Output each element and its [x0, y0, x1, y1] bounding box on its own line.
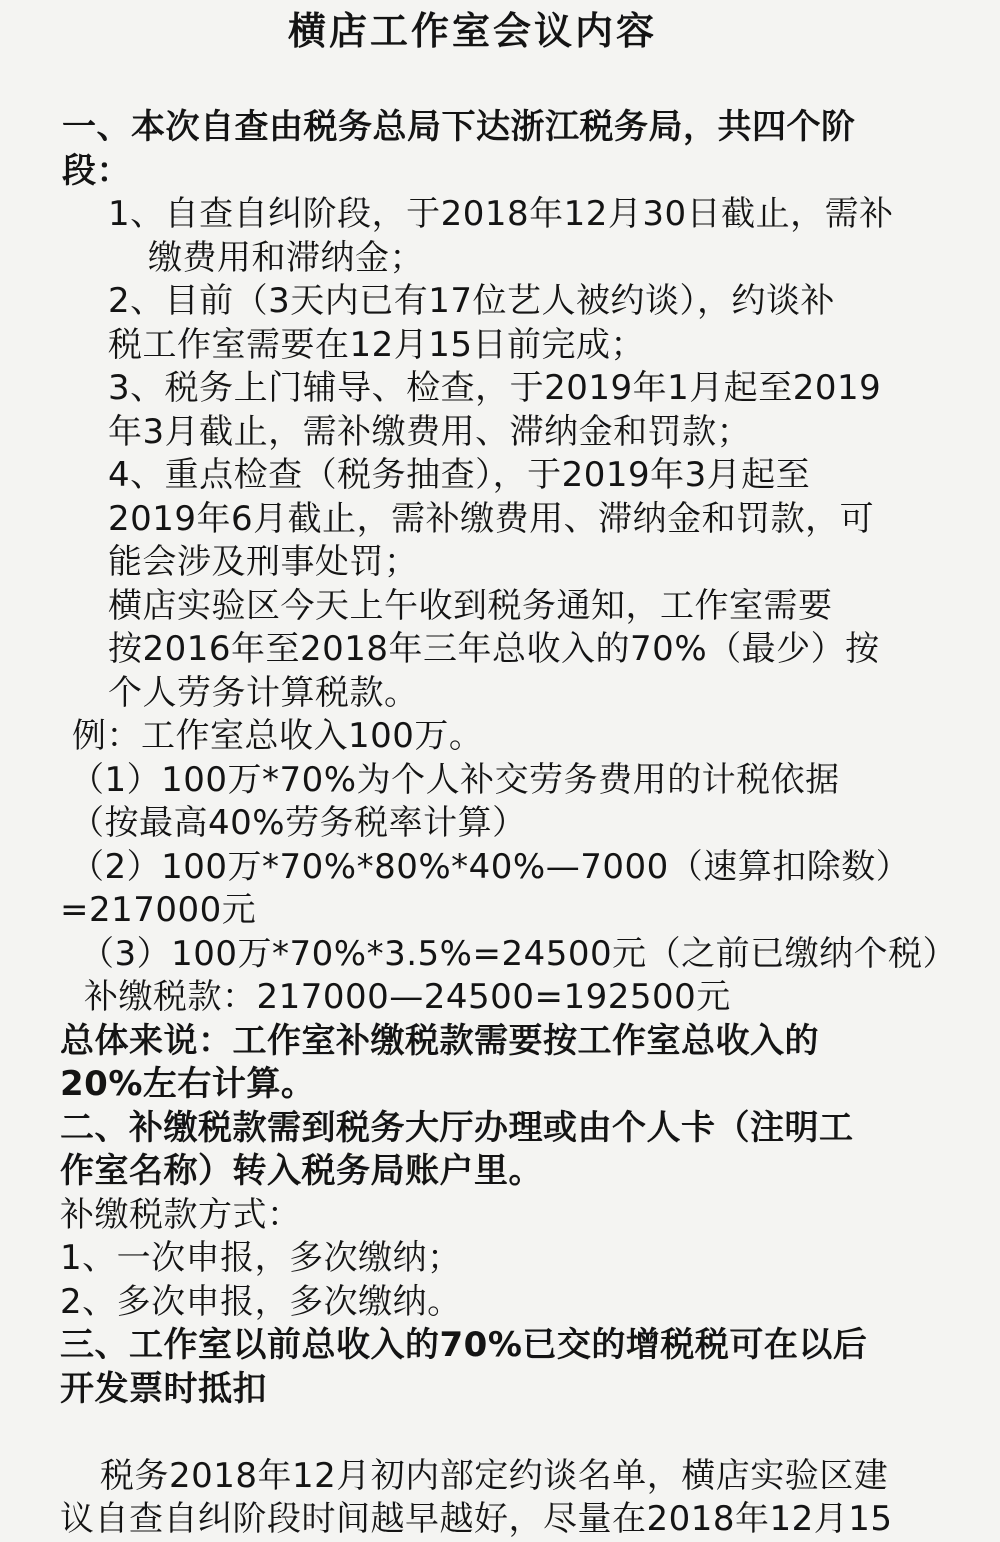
calc2-line1: （2）100万*70%*80%*40%—7000（速算扣除数）	[70, 847, 911, 887]
section1-heading-line2: 段：	[62, 151, 131, 191]
stage3-line2: 年3月截止，需补缴费用、滞纳金和罚款；	[108, 412, 752, 452]
stage4-line2: 2019年6月截止，需补缴费用、滞纳金和罚款，可	[108, 499, 875, 539]
method-item-2: 2、多次申报，多次缴纳。	[60, 1282, 462, 1322]
supplement-line: 补缴税款：217000—24500=192500元	[84, 977, 731, 1017]
example-line: 例：工作室总收入100万。	[72, 716, 484, 756]
section2-heading-line1: 二、补缴税款需到税务大厅办理或由个人卡（注明工	[60, 1108, 854, 1148]
stage2-line1: 2、目前（3天内已有17位艺人被约谈），约谈补	[108, 281, 836, 321]
summary-line1: 总体来说：工作室补缴税款需要按工作室总收入的	[60, 1021, 819, 1061]
stage1-line2: 缴费用和滞纳金；	[148, 238, 424, 278]
methods-title: 补缴税款方式：	[60, 1195, 302, 1235]
method-item-1: 1、一次申报，多次缴纳；	[60, 1238, 462, 1278]
stage4-line1: 4、重点检查（税务抽查），于2019年3月起至	[108, 455, 811, 495]
notice-line3: 个人劳务计算税款。	[108, 673, 419, 713]
closing-line1: 税务2018年12月初内部定约谈名单，横店实验区建	[100, 1456, 889, 1496]
calc1-line2: （按最高40%劳务税率计算）	[70, 803, 527, 843]
closing-line2: 议自查自纠阶段时间越早越好，尽量在2018年12月15	[60, 1499, 893, 1539]
document-title: 横店工作室会议内容	[288, 9, 658, 53]
stage3-line1: 3、税务上门辅导、检查，于2019年1月起至2019	[108, 368, 882, 408]
calc1-line1: （1）100万*70%为个人补交劳务费用的计税依据	[70, 760, 840, 800]
calc2-line2: =217000元	[60, 890, 257, 930]
notice-line2: 按2016年至2018年三年总收入的70%（最少）按	[108, 629, 880, 669]
stage4-line3: 能会涉及刑事处罚；	[108, 542, 419, 582]
section3-heading-line2: 开发票时抵扣	[60, 1369, 267, 1409]
stage2-line2: 税工作室需要在12月15日前完成；	[108, 325, 646, 365]
section2-heading-line2: 作室名称）转入税务局账户里。	[60, 1151, 543, 1191]
stage1-line1: 1、自查自纠阶段，于2018年12月30日截止，需补	[108, 194, 894, 234]
calc3-line: （3）100万*70%*3.5%=24500元（之前已缴纳个税）	[80, 934, 958, 974]
section1-heading-line1: 一、本次自查由税务总局下达浙江税务局，共四个阶	[62, 107, 856, 147]
section3-heading-line1: 三、工作室以前总收入的70%已交的增税税可在以后	[60, 1325, 868, 1365]
summary-line2: 20%左右计算。	[60, 1064, 316, 1104]
notice-line1: 横店实验区今天上午收到税务通知，工作室需要	[108, 586, 833, 626]
